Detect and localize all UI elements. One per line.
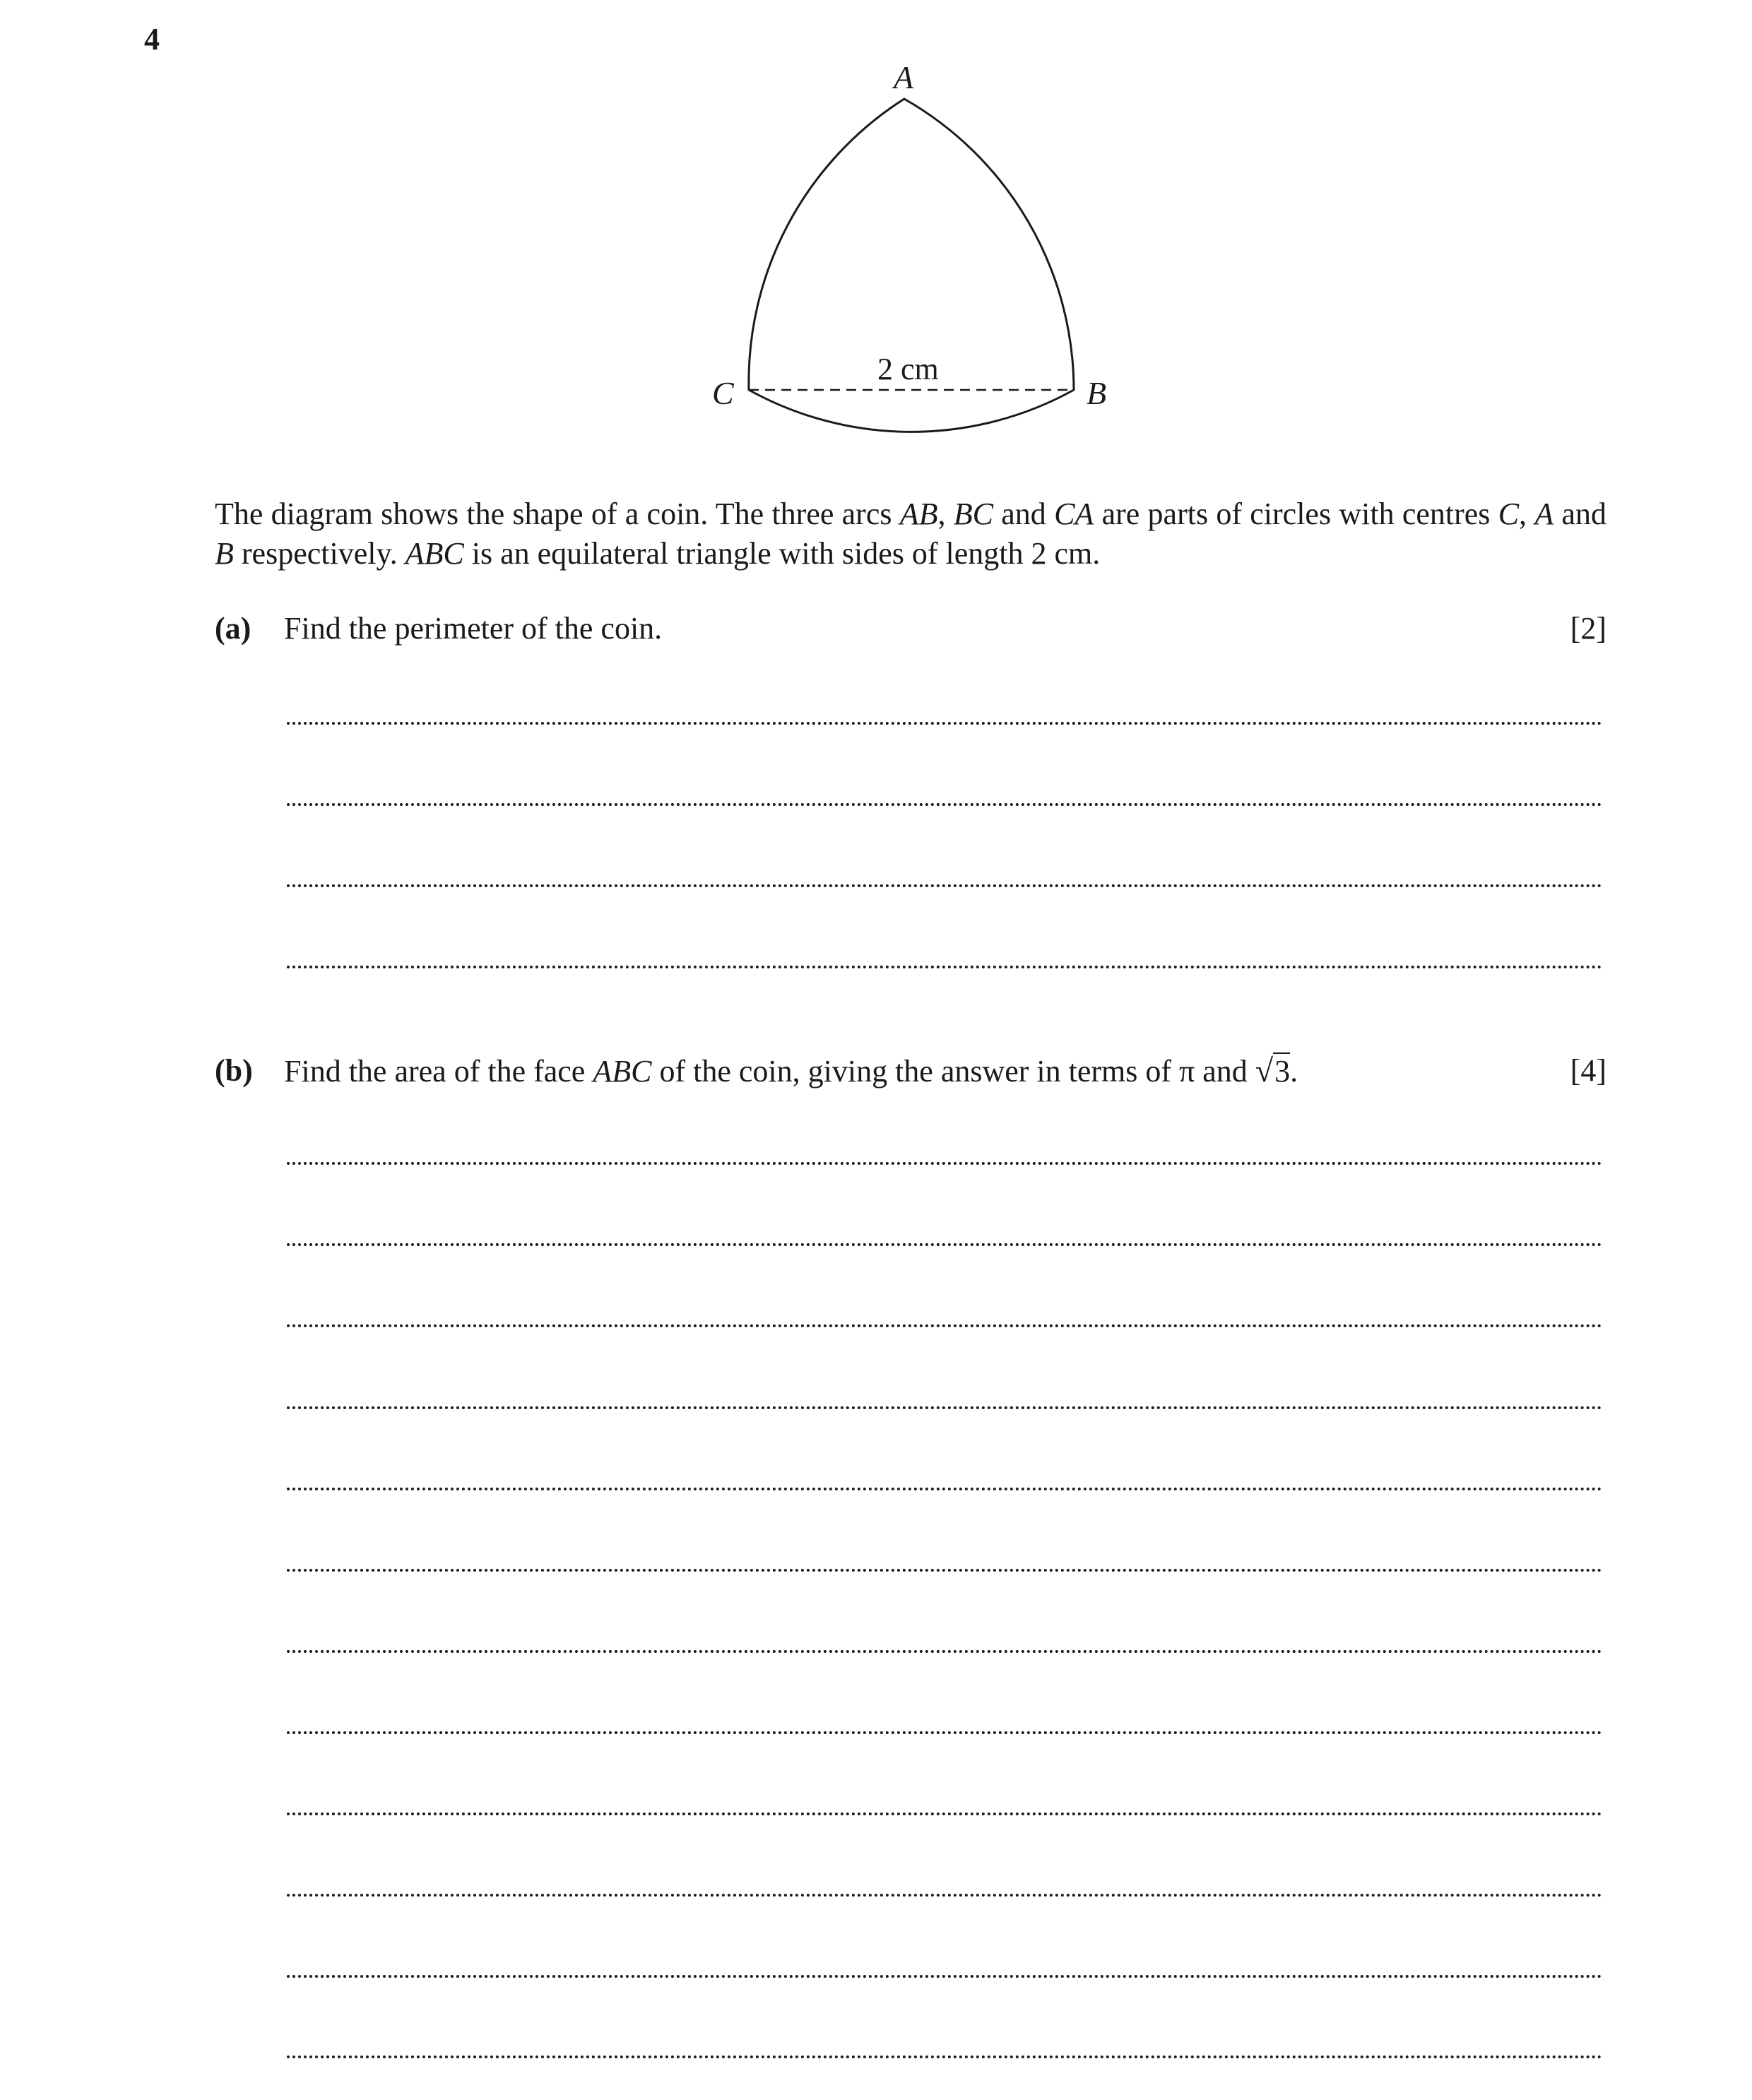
vertex-c-label: C [712,375,734,411]
intro-text: respectively. [233,536,406,571]
answer-line-a-2[interactable] [287,803,1602,806]
side-length-label: 2 cm [877,352,939,386]
answer-line-a-3[interactable] [287,884,1602,887]
intro-paragraph [215,494,1606,574]
answer-line-a-1[interactable] [287,722,1602,725]
coin-diagram-svg [692,57,1144,452]
vertex-a-label: A [894,59,914,95]
arc-ab: AB [899,497,938,531]
arc-bc: BC [953,497,994,531]
answer-line-a-4[interactable] [287,966,1602,968]
question-a-text: Find the perimeter of the coin. [284,611,663,646]
coin-diagram [692,57,1144,452]
question-a-marks: [2] [1570,611,1606,646]
answer-line-b-10[interactable] [287,1894,1602,1897]
answer-line-b-8[interactable] [287,1731,1602,1734]
triangle-abc: ABC [405,536,464,571]
answer-line-b-6[interactable] [287,1569,1602,1572]
question-b-marks: [4] [1570,1053,1606,1088]
answer-line-b-11[interactable] [287,1975,1602,1978]
intro-text: and [1553,497,1606,531]
question-b-text-part: Find the area of the face [284,1054,593,1088]
answer-line-b-9[interactable] [287,1813,1602,1815]
question-a-label: (a) [215,611,251,646]
answer-line-b-5[interactable] [287,1488,1602,1490]
question-b-text [284,1051,1298,1091]
intro-text: are parts of circles with centres [1094,497,1498,531]
answer-line-b-7[interactable] [287,1650,1602,1653]
question-b-text-part: . [1290,1054,1298,1088]
intro-text: , [1519,497,1535,531]
answer-line-b-12[interactable] [287,2055,1602,2058]
question-b-label: (b) [215,1053,253,1088]
centre-c: C [1498,497,1520,531]
intro-text: and [993,497,1055,531]
answer-line-b-3[interactable] [287,1324,1602,1327]
intro-text: , [937,497,954,531]
vertex-b-label: B [1087,375,1107,411]
centre-b: B [215,536,234,571]
page-number: 4 [144,22,160,57]
centre-a: A [1534,497,1554,531]
answer-line-b-2[interactable] [287,1243,1602,1246]
sqrt-radicand: 3 [1274,1054,1291,1088]
answer-line-b-4[interactable] [287,1406,1602,1409]
sqrt-three [1255,1051,1290,1091]
intro-text: is an equilateral triangle with sides of length 2 cm. [463,536,1101,571]
answer-line-b-1[interactable] [287,1162,1602,1165]
arc-ca: CA [1054,497,1094,531]
face-abc: ABC [593,1054,652,1088]
intro-text: The diagram shows the shape of a coin. The three arcs [215,497,900,531]
sqrt-sign: √ [1255,1052,1274,1088]
question-b-text-part: of the coin, giving the answer in terms of π and [651,1054,1255,1088]
